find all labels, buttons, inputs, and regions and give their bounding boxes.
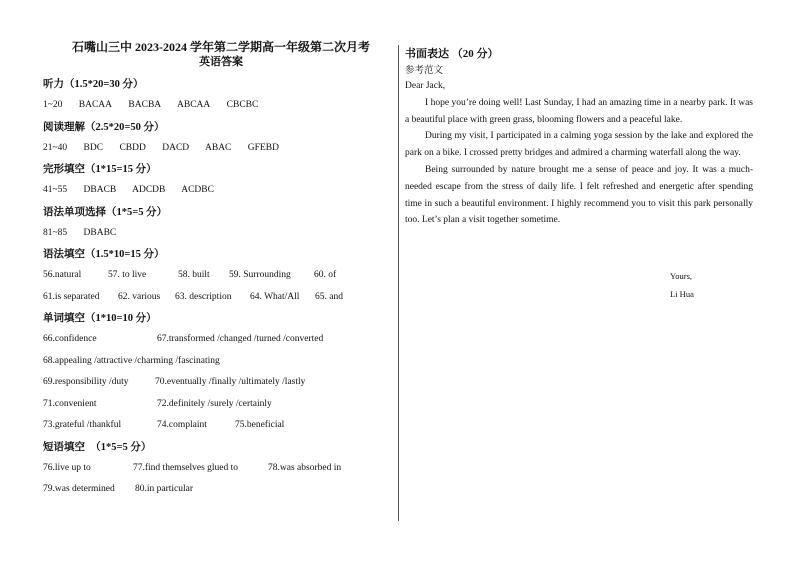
- answer-key-column: [43, 40, 383, 501]
- answer-item: 57. to live: [108, 270, 147, 280]
- grammar-fill-row: [43, 265, 383, 287]
- answer-item: 58. built: [178, 270, 210, 280]
- answer-item: 69.responsibility /duty: [43, 377, 129, 387]
- cloze-answers: [43, 180, 383, 202]
- answer-group: DBABC: [83, 227, 117, 238]
- listening-answers: [43, 95, 383, 117]
- answer-range: 41~55: [43, 185, 68, 195]
- answer-item: 77.find themselves glued to: [133, 462, 239, 473]
- letter-closing: Yours,: [670, 271, 693, 281]
- cloze-heading: 完形填空（1*15=15 分）: [43, 164, 157, 175]
- answer-group: BACBA: [128, 100, 162, 110]
- reading-heading: 阅读理解（2.5*20=50 分）: [43, 121, 165, 133]
- writing-heading: 书面表达 （20 分）: [405, 48, 499, 60]
- answer-item: 62. various: [118, 291, 161, 302]
- answer-item: 61.is separated: [43, 291, 100, 302]
- answer-item: 75.beneficial: [235, 420, 285, 430]
- listening-heading: 听力（1.5*20=30 分）: [43, 79, 144, 90]
- letter-paragraph: Being surrounded by nature brought me a sense of peace and joy. It was a much-needed escape from the stress of daily life. I felt refreshed and energetic after spending time in such a beautiful environment. I highly recommend you to visit this park personally too. Let’s plan a visit together sometime.: [405, 164, 753, 226]
- sample-letter: [405, 78, 753, 229]
- phrase-fill-row: [43, 458, 383, 480]
- answer-group: ABCAA: [177, 100, 211, 110]
- answer-item: 63. description: [175, 291, 232, 302]
- answer-item: 59. Surrounding: [229, 270, 291, 280]
- word-fill-row: [43, 415, 383, 437]
- word-fill-heading: 单词填空（1*10=10 分）: [43, 313, 157, 324]
- answer-range: 1~20: [43, 100, 63, 110]
- phrase-fill-row: [43, 479, 383, 501]
- phrase-fill-heading: 短语填空 （1*5=5 分）: [43, 441, 152, 453]
- answer-range: 21~40: [43, 142, 68, 153]
- letter-paragraph: I hope you’re doing well! Last Sunday, I had an amazing time in a nearby park. It was a beautiful place with green grass, blooming flowers and a peaceful lake.: [405, 97, 753, 125]
- answer-group: CBCBC: [226, 100, 259, 110]
- answer-item: 76.live up to: [43, 462, 91, 473]
- letter-greeting: Dear Jack,: [405, 81, 446, 91]
- grammar-choice-answers: [43, 223, 383, 245]
- answer-item: 68.appealing /attractive /charming /fascinating: [43, 355, 220, 366]
- grammar-choice-heading: 语法单项选择（1*5=5 分）: [43, 206, 168, 218]
- answer-range: 81~85: [43, 227, 68, 238]
- answer-item: 79.was determined: [43, 484, 115, 494]
- answer-item: 64. What/All: [250, 291, 300, 302]
- answer-item: 71.convenient: [43, 398, 97, 409]
- answer-group: BDC: [83, 142, 104, 153]
- page-subtitle: 英语答案: [199, 56, 243, 68]
- answer-group: GFEBD: [247, 142, 279, 153]
- answer-group: DBACB: [83, 185, 117, 195]
- letter-paragraph: During my visit, I participated in a calming yoga session by the lake and explored the park on a bike. I crossed pretty bridges and admired a charming waterfall along the way.: [405, 131, 753, 159]
- answer-group: CBDD: [119, 142, 146, 153]
- writing-column: [405, 46, 753, 299]
- answer-item: 70.eventually /finally /ultimately /lastly: [155, 377, 306, 387]
- answer-group: ABAC: [205, 142, 232, 153]
- sample-essay-label: 参考范文: [405, 66, 444, 76]
- grammar-fill-heading: 语法填空（1.5*10=15 分）: [43, 249, 165, 260]
- column-divider: [398, 45, 399, 521]
- grammar-fill-row: [43, 287, 383, 309]
- word-fill-row: [43, 329, 383, 351]
- answer-item: 78.was absorbed in: [268, 462, 342, 473]
- answer-item: 56.natural: [43, 270, 82, 280]
- word-fill-row: [43, 372, 383, 394]
- answer-group: ADCDB: [132, 185, 166, 195]
- answer-item: 72.definitely /surely /certainly: [157, 398, 272, 409]
- answer-item: 67.transformed /changed /turned /converted: [157, 334, 324, 344]
- answer-item: 65. and: [315, 291, 343, 302]
- answer-group: ACDBC: [181, 185, 214, 195]
- reading-answers: [43, 138, 383, 160]
- word-fill-row: [43, 394, 383, 416]
- answer-item: 73.grateful /thankful: [43, 420, 122, 430]
- page-title: 石嘴山三中 2023-2024 学年第二学期高一年级第二次月考: [72, 40, 370, 54]
- answer-item: 66.confidence: [43, 334, 97, 344]
- answer-group: BACAA: [78, 100, 113, 110]
- word-fill-row: [43, 351, 383, 373]
- letter-signature: Li Hua: [670, 289, 694, 299]
- answer-item: 74.complaint: [157, 420, 207, 430]
- answer-item: 80.in particular: [135, 484, 194, 494]
- answer-item: 60. of: [314, 270, 337, 280]
- answer-group: DACD: [162, 142, 190, 153]
